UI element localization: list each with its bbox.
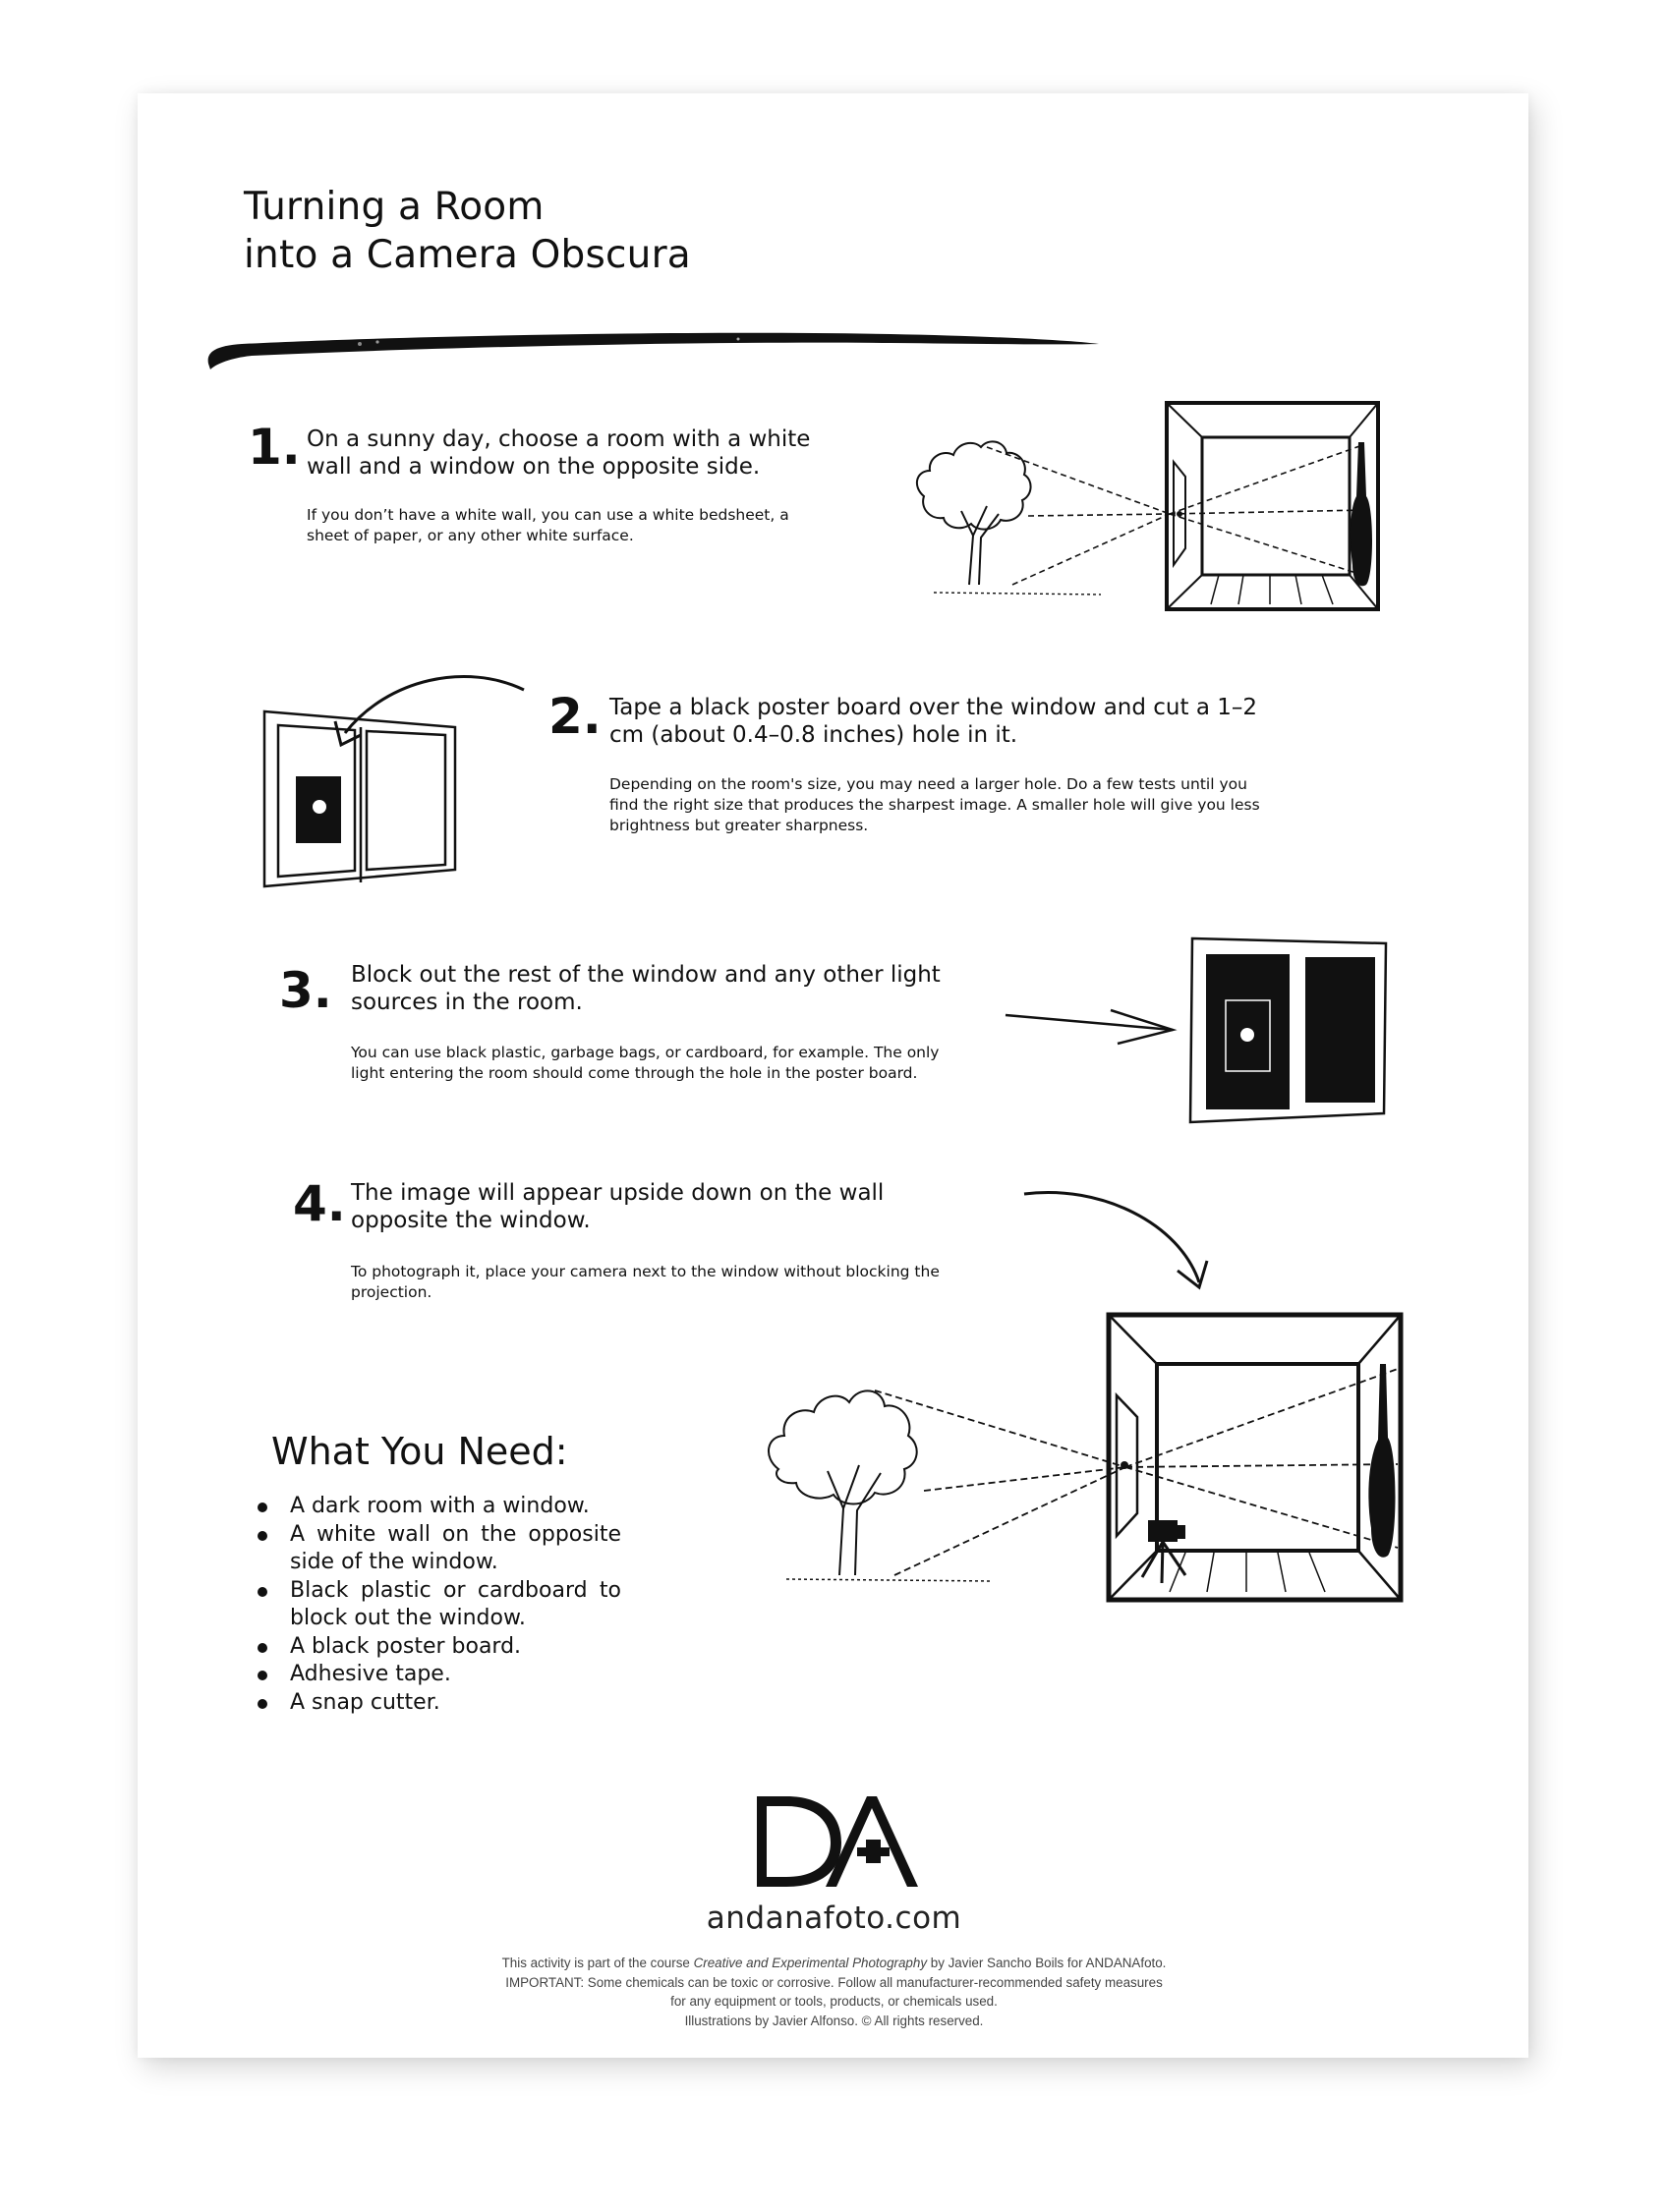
step-2-desc-line-1: Depending on the room's size, you may need a larger hole. Do a few tests until you bbox=[609, 775, 1247, 793]
list-item: A snap cutter. bbox=[258, 1689, 621, 1718]
footer-line-1: This activity is part of the course Creative and Experimental Photography by Javier Sancho Boils for ANDANAfoto. bbox=[501, 1956, 1167, 1970]
step-4-heading-line-1: The image will appear upside down on the wall bbox=[351, 1180, 885, 1206]
step-4-desc-line-1: To photograph it, place your camera next to the window without blocking the bbox=[351, 1263, 940, 1280]
step-1-description bbox=[307, 505, 857, 546]
page-title bbox=[244, 183, 691, 279]
course-name: Creative and Experimental Photography bbox=[693, 1956, 928, 1970]
illustration-room-projection bbox=[904, 388, 1396, 624]
bullet-icon bbox=[258, 1531, 267, 1541]
bullet-icon bbox=[258, 1643, 267, 1653]
brush-stroke-divider bbox=[202, 324, 1107, 373]
step-3-number: 3. bbox=[279, 962, 332, 1019]
what-you-need-list bbox=[258, 1493, 621, 1717]
tree-icon bbox=[769, 1390, 917, 1575]
step-3-heading-line-1: Block out the rest of the window and any other light bbox=[351, 962, 941, 988]
step-1-desc-line-2: sheet of paper, or any other white surface. bbox=[307, 527, 634, 544]
illustration-room-with-camera bbox=[737, 1174, 1415, 1616]
bullet-icon bbox=[258, 1503, 267, 1512]
footer-credits bbox=[432, 1954, 1236, 2030]
step-2-heading-line-2: cm (about 0.4–0.8 inches) hole in it. bbox=[609, 722, 1018, 748]
site-url: andanafoto.com bbox=[706, 1900, 962, 1936]
step-2-desc-line-3: brightness but greater sharpness. bbox=[609, 817, 869, 834]
bullet-icon bbox=[258, 1587, 267, 1597]
upside-down-tree-projection bbox=[1368, 1364, 1395, 1558]
step-3-heading-line-2: sources in the room. bbox=[351, 990, 583, 1015]
step-2-number: 2. bbox=[548, 688, 602, 745]
bullet-icon bbox=[258, 1671, 267, 1680]
step-1-heading-line-1: On a sunny day, choose a room with a white bbox=[307, 426, 811, 452]
illustration-blocked-window bbox=[998, 934, 1391, 1130]
step-3-heading bbox=[351, 961, 1000, 1016]
step-2-heading bbox=[609, 694, 1337, 749]
step-3-desc-line-1: You can use black plastic, garbage bags, or cardboard, for example. The only bbox=[351, 1044, 940, 1061]
step-2-description bbox=[609, 774, 1337, 836]
upside-down-tree-projection bbox=[1351, 442, 1372, 586]
step-1-number: 1. bbox=[248, 419, 301, 476]
step-3-description bbox=[351, 1043, 1000, 1084]
step-3-desc-line-2: light entering the room should come through the hole in the poster board. bbox=[351, 1064, 918, 1082]
footer-line-4: Illustrations by Javier Alfonso. © All rights reserved. bbox=[684, 2013, 984, 2028]
step-1-heading bbox=[307, 425, 857, 481]
step-1-heading-line-2: wall and a window on the opposite side. bbox=[307, 454, 761, 480]
curved-arrow-icon bbox=[1024, 1192, 1207, 1287]
andanafoto-logo bbox=[747, 1790, 924, 1893]
step-2-desc-line-2: find the right size that produces the sharpest image. A smaller hole will give you less bbox=[609, 796, 1260, 814]
step-4-heading-line-2: opposite the window. bbox=[351, 1208, 591, 1233]
bullet-icon bbox=[258, 1699, 267, 1709]
list-item: A black poster board. bbox=[258, 1633, 621, 1662]
what-you-need-title: What You Need: bbox=[271, 1430, 568, 1473]
footer-line-2: IMPORTANT: Some chemicals can be toxic or corrosive. Follow all manufacturer-recommended safety measures bbox=[505, 1974, 1163, 1990]
illustration-window-poster-board bbox=[251, 668, 546, 894]
list-item: A dark room with a window. bbox=[258, 1493, 621, 1521]
arrow-right-icon bbox=[1006, 1010, 1173, 1044]
list-item: Adhesive tape. bbox=[258, 1661, 621, 1689]
step-4-desc-line-2: projection. bbox=[351, 1283, 432, 1301]
title-line-1: Turning a Room bbox=[244, 185, 545, 229]
tree-icon bbox=[917, 441, 1031, 585]
step-2-heading-line-1: Tape a black poster board over the window and cut a 1–2 bbox=[609, 695, 1258, 720]
step-4-number: 4. bbox=[293, 1175, 346, 1232]
footer-line-3: for any equipment or tools, products, or chemicals used. bbox=[670, 1994, 998, 2009]
room-box bbox=[1167, 403, 1378, 609]
step-1-desc-line-1: If you don’t have a white wall, you can use a white bedsheet, a bbox=[307, 506, 789, 524]
title-line-2: into a Camera Obscura bbox=[244, 233, 691, 277]
list-item: Black plastic or cardboard to block out the window. bbox=[258, 1577, 621, 1633]
list-item: A white wall on the opposite side of the window. bbox=[258, 1521, 621, 1577]
